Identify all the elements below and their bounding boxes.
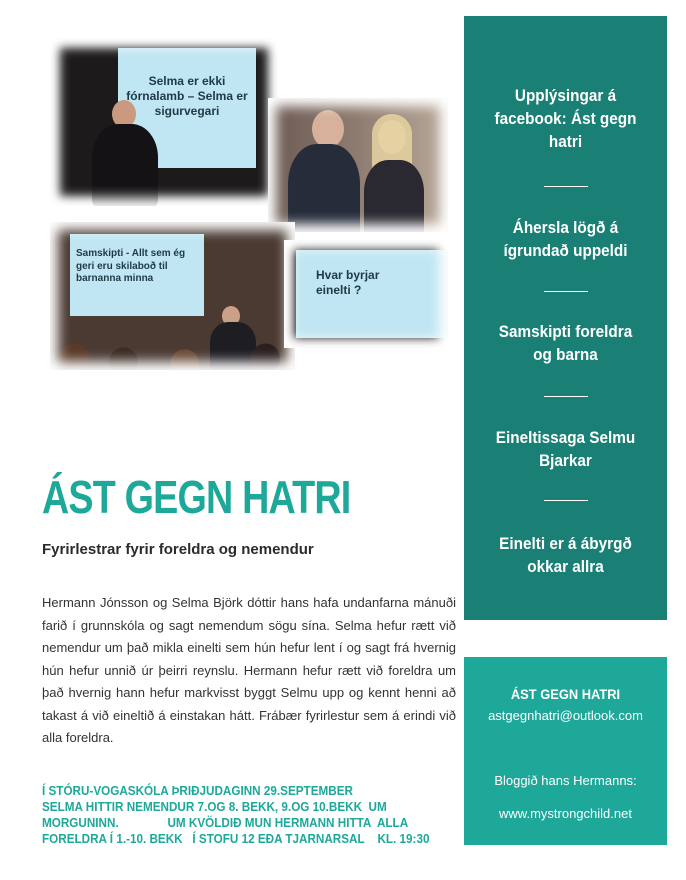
blog-label: Bloggið hans Hermanns: — [494, 773, 637, 788]
lecture-photo-1 — [50, 38, 278, 206]
blog-link[interactable]: www.mystrongchild.net — [499, 806, 632, 821]
lecture-photo-2 — [268, 98, 448, 232]
event-line: MORGUNINN. UM KVÖLDIÐ MUN HERMANN HITTA ALLA — [42, 815, 409, 830]
contact-title: ÁST GEGN HATRI — [510, 686, 621, 702]
event-line: SELMA HITTIR NEMENDUR 7.OG 8. BEKK, 9.OG 10.BEKK UM — [42, 799, 387, 814]
projected-slide — [70, 234, 204, 316]
sidebar-item-responsibility: Einelti er á ábyrgð okkar allra — [499, 534, 632, 576]
projected-slide — [296, 250, 446, 338]
divider — [544, 291, 588, 292]
page-subtitle: Fyrirlestrar fyrir foreldra og nemendur — [42, 541, 314, 558]
intro-paragraph: Hermann Jónsson og Selma Björk dóttir hans hafa undanfarna mánuði farið í grunnskóla og sagt nemendum sögu sína. Selma hefur rætt við nemendur um það mikla einelti sem hún hefur lent í og sagt frá hvernig hún hefur unnið úr þeirri reynslu. Hermann hefur rætt við foreldra um það hvernig hann hefur markvisst byggt Selmu upp og kennt henni að takast á við eineltið á einstakan hátt. Frábær fyrirlestur sem á erindi við alla foreldra. — [42, 595, 456, 745]
sidebar-item-communication: Samskipti foreldra og barna — [498, 322, 633, 364]
event-line: FORELDRA Í 1.-10. BEKK Í STOFU 12 EÐA TJARNARSAL KL. 19:30 — [42, 831, 430, 846]
lecture-photo-3 — [50, 222, 295, 370]
divider — [544, 500, 588, 501]
lecture-photo-4 — [284, 240, 448, 348]
sidebar-item-facebook: Upplýsingar á facebook: Ást gegn hatri — [494, 86, 637, 151]
slide-text: Selma er ekki fórnalamb – Selma er sigurvegari — [126, 74, 248, 118]
event-details — [42, 783, 429, 847]
woman-body — [364, 160, 424, 232]
page-title: ÁST GEGN HATRI — [42, 471, 351, 523]
audience-heads — [50, 334, 295, 370]
slide-text: Samskipti - Allt sem ég geri eru skilaboð til barnanna minna — [76, 248, 186, 284]
man-head — [312, 110, 344, 148]
man-body — [288, 144, 360, 232]
sidebar-item-parenting: Áhersla lögð á ígrundað uppeldi — [503, 218, 628, 260]
slide-text: Hvar byrjar einelti ? — [316, 268, 380, 297]
divider — [544, 396, 588, 397]
sidebar-item-bullying-story: Eineltissaga Selmu Bjarkar — [495, 428, 636, 470]
event-line: Í STÓRU-VOGASKÓLA ÞRIÐJUDAGINN 29.SEPTEMBER — [42, 783, 353, 798]
contact-box — [464, 657, 667, 845]
speaker-body — [92, 124, 158, 206]
contact-email[interactable]: astgegnhatri@outlook.com — [488, 708, 643, 723]
topics-sidebar — [464, 16, 667, 620]
divider — [544, 186, 588, 187]
